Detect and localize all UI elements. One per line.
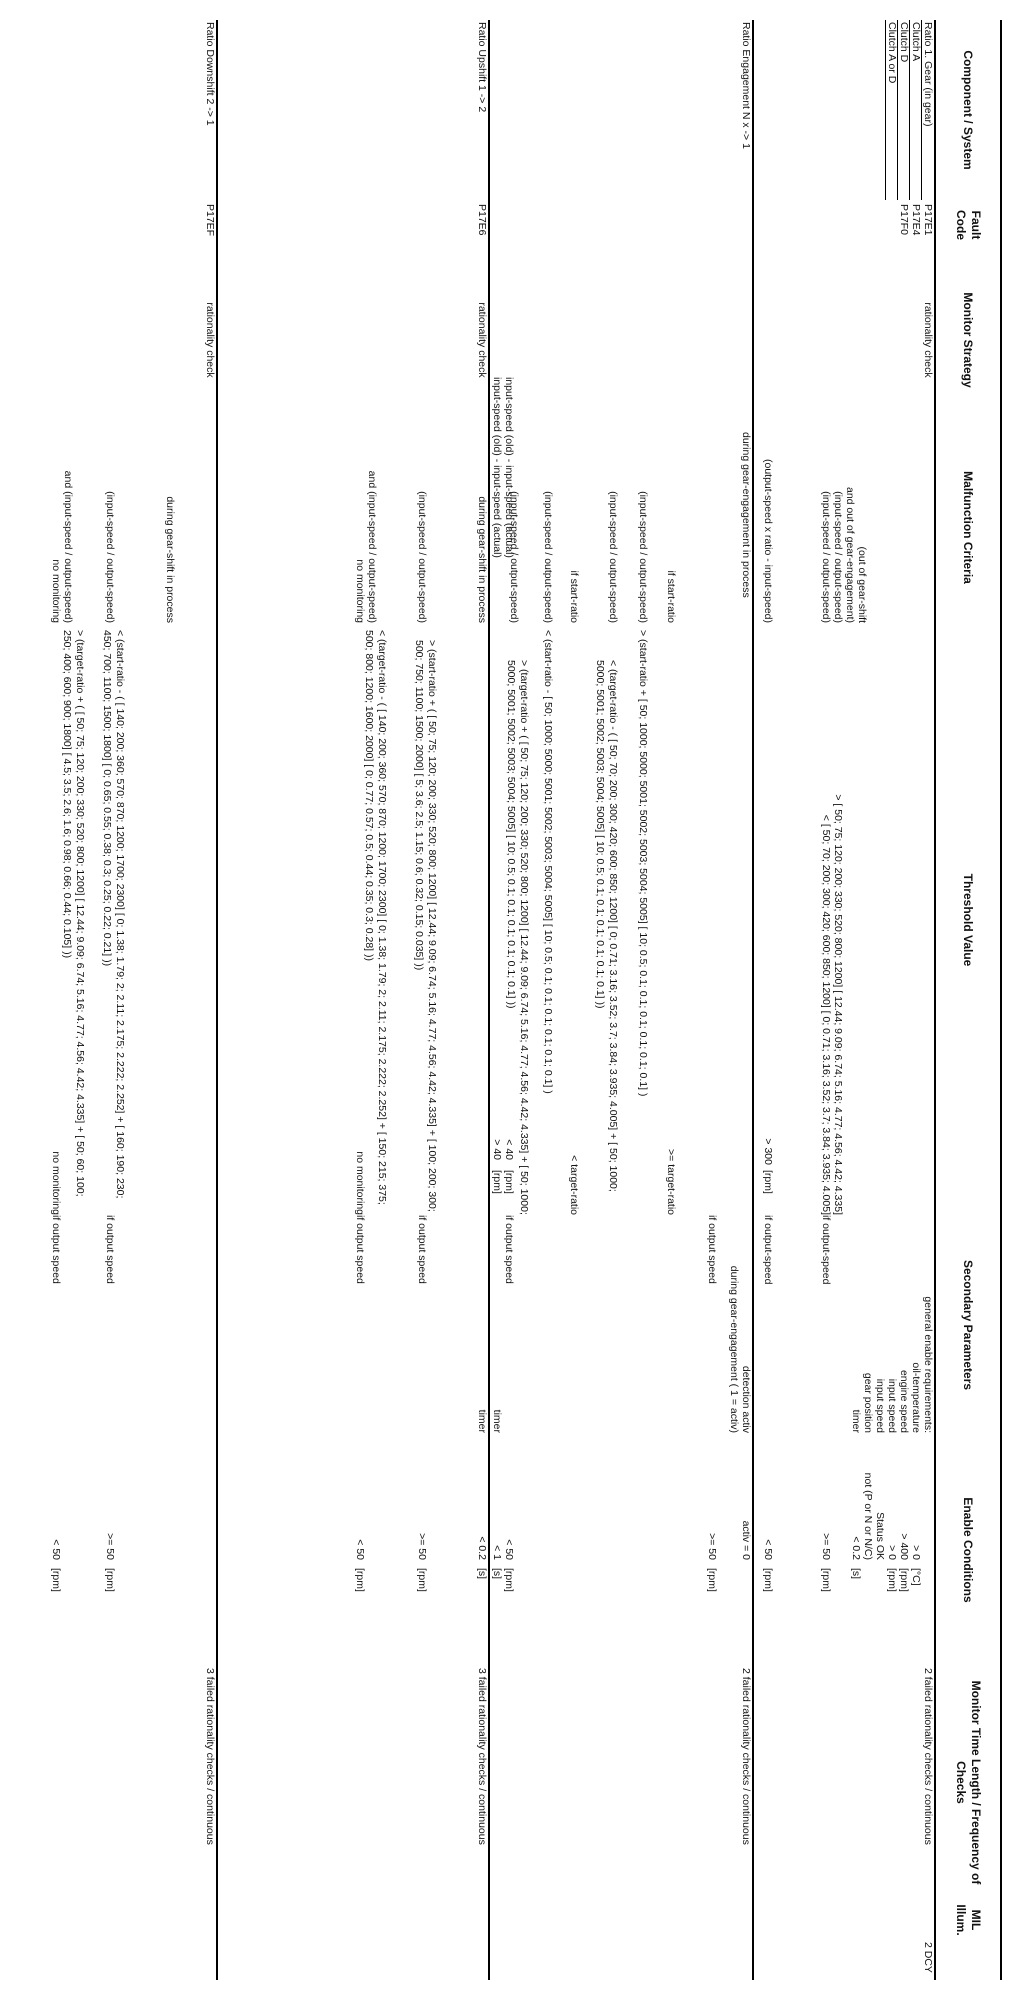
secondary-param: if output speed (50, 1215, 62, 1284)
fault-code: P17E6 (476, 204, 488, 236)
enable-unit: [rpm] (416, 1568, 428, 1592)
criteria-line: if start-ratio (665, 570, 677, 623)
fault-code: P17EF (204, 204, 216, 237)
header-mil-illum: MIL Illum. (954, 1904, 983, 1936)
header-secondary-parameters: Secondary Parameters (961, 1259, 976, 1391)
criteria-line: during gear-shift in process (164, 496, 176, 623)
criteria-line: during gear-engagement in process (740, 432, 752, 598)
monitor-time: 2 failed rationality checks / continuous (922, 1668, 934, 1845)
component-label: Clutch D (898, 22, 910, 63)
enable-value: >= 50 (104, 1533, 116, 1560)
enable-value: > 0 (886, 1545, 898, 1560)
enable-value: < 50 (50, 1539, 62, 1560)
secondary-param: engine speed (898, 1369, 910, 1433)
threshold-line: >= target-ratio (665, 1149, 677, 1215)
group-ratio-engagement (488, 20, 752, 1980)
threshold-line: < (start-ratio - ( [ 140; 200; 360; 570; 870; 1200; 1700; 2300] [ 0; 1.38; 1.79; 2; 2.11; 2.175; 2.222; 2.252] + [ 160; 190; 230; 450; 700; 1100; 1500; 1800] [ 0; 0.65; 0.55; 0.38; 0.3; 0.25; 0.22; 0.21] )) (100, 630, 126, 1199)
secondary-param: during gear-engagement ( 1 = activ) (728, 1265, 740, 1433)
enable-unit: [rpm] (898, 1568, 910, 1592)
secondary-param: gear position (862, 1372, 874, 1433)
secondary-param: if output speed (706, 1215, 718, 1284)
secondary-param: input speed (886, 1378, 898, 1433)
threshold-line: > (start-ratio + ( [ 50; 75; 120; 200; 330; 520; 800; 1200] [ 12.44; 9.09; 6.74; 5.16; 4.77; 4.56; 4.42; 4.335] + [ 100; 200; 300; 500; 750; 1100; 1500; 2000] [ 5; 3.6; 2.5; 1.15; 0.6; 0.32; 0.15; 0.035] )) (412, 640, 438, 1212)
criteria-line: if start-ratio (568, 570, 580, 623)
threshold-line: > (target-ratio + ( [ 50; 75; 120; 200; 330; 520; 800; 1200] [ 12.44; 9.09; 6.74; 5.16; 4.77; 4.56; 4.42; 4.335] + [ 50; 60; 100; 250; 400; 600; 900; 1800] [ 4.5; 3.5; 2.6; 1.6; 0.98; 0.66; 0.44; 0.105] )) (60, 630, 86, 1197)
enable-value: Status OK (874, 1512, 886, 1560)
enable-value: < 0.2 (476, 1536, 488, 1560)
header-monitor-strategy: Monitor Strategy (961, 292, 976, 388)
secondary-param: if output speed (354, 1215, 366, 1284)
threshold-line: > (start-ratio + [ 50; 1000; 5000; 5001; 5002; 5003; 5004; 5005] [ 10; 0.5; 0.1; 0.1; 0.1; 0.1; 0.1; 0.1] ) (637, 630, 649, 1097)
threshold-line: > [ 50; 75; 120; 200; 330; 520; 800; 1200] [ 12.44; 9.09; 6.74; 5.16; 4.77; 4.56; 4.42; 4.335] (832, 794, 844, 1215)
criteria-line: (input-speed / output-speed) (416, 491, 428, 623)
component-label: Clutch A (910, 22, 922, 62)
group-ratio-upshift (216, 20, 515, 1980)
enable-value: < 50 (354, 1539, 366, 1560)
enable-value: activ = 0 (740, 1520, 752, 1560)
criteria-line: no monitoring (354, 559, 366, 623)
threshold-line: < 40 (503, 1139, 515, 1160)
threshold-line: < target-ratio (568, 1155, 580, 1215)
criteria-line: input-speed (old) - input-speed (actual) (503, 377, 515, 558)
enable-value: < 50 (762, 1539, 774, 1560)
enable-unit: [rpm] (762, 1568, 774, 1592)
secondary-param: if output-speed (820, 1215, 832, 1285)
enable-unit: [rpm] (820, 1568, 832, 1592)
header-fault-code: Fault Code (954, 210, 983, 240)
enable-unit: [rpm] (886, 1568, 898, 1592)
criteria-line: (input-speed / output-speed) (104, 491, 116, 623)
secondary-param: timer (476, 1409, 488, 1433)
criteria-line: (input-speed / output-speed) (637, 491, 649, 623)
threshold-line: < (target-ratio - ( [ 140; 200; 360; 570; 870; 1200; 1700; 2300] [ 0; 1.38; 1.79; 2; 2.11; 2.175; 2.222; 2.252] + [ 150; 215; 375; 500; 800; 1200; 1600; 2000] [ 0; 0.77; 0.57; 0.5; 0.44; 0.35; 0.3; 0.28] )) (362, 630, 388, 1205)
enable-unit: [rpm] (503, 1568, 515, 1592)
threshold-unit: [rpm] (491, 1170, 503, 1194)
threshold-line: > 40 (491, 1139, 503, 1160)
criteria-line: (output-speed x ratio - input-speed) (762, 458, 774, 623)
table-header (934, 20, 1002, 1980)
enable-unit: [rpm] (706, 1568, 718, 1592)
secondary-param: if output-speed (762, 1215, 774, 1285)
monitor-strategy: rationality check (476, 302, 488, 378)
secondary-param: timer (850, 1409, 862, 1433)
enable-value: not (P or N or N/C) (862, 1472, 874, 1560)
enable-unit: [s] (850, 1568, 862, 1580)
criteria-line: and (input-speed / output-speed) (62, 470, 74, 623)
enable-value: >= 50 (416, 1533, 428, 1560)
group-ratio-downshift (0, 20, 216, 1980)
component-label: Ratio Downshift 2 -> 1 (204, 22, 216, 126)
criteria-line: no monitoring (50, 559, 62, 623)
group-ratio-1-gear (752, 20, 934, 1980)
enable-unit: [s] (476, 1568, 488, 1580)
secondary-param: if output speed (416, 1215, 428, 1284)
enable-unit: [rpm] (354, 1568, 366, 1592)
fault-code: P17E1 (922, 204, 934, 236)
header-monitor-time: Monitor Time Length / Frequency of Checks (954, 1680, 983, 1885)
criteria-line: and out of gear-engagement) (844, 486, 856, 623)
component-label: Ratio Upshift 1 -> 2 (476, 22, 488, 113)
secondary-param: if output speed (503, 1215, 515, 1284)
enable-value: < 50 (503, 1539, 515, 1560)
enable-value: >= 50 (820, 1533, 832, 1560)
secondary-param: timer (491, 1409, 503, 1433)
criteria-line: and (input-speed / output-speed) (366, 470, 378, 623)
secondary-param: detection activ (740, 1365, 752, 1433)
fault-code: P17F0 (898, 204, 910, 235)
enable-value: < 1 (491, 1545, 503, 1560)
component-label: Clutch A or D (886, 22, 898, 84)
threshold-line: no monitoring (354, 1151, 366, 1215)
enable-value: < 0.2 (850, 1536, 862, 1560)
secondary-param: input speed (874, 1378, 886, 1433)
criteria-line: (input-speed / output-speed) (508, 491, 520, 623)
threshold-unit: [rpm] (762, 1170, 774, 1194)
threshold-line: > 300 (762, 1138, 774, 1165)
monitor-time: 2 failed rationality checks / continuous (740, 1668, 752, 1845)
enable-unit: [s] (491, 1568, 503, 1580)
monitor-strategy: rationality check (204, 302, 216, 378)
header-threshold-value: Threshold Value (961, 873, 976, 967)
secondary-param: if output speed (104, 1215, 116, 1284)
threshold-unit: [rpm] (503, 1170, 515, 1194)
enable-unit: [rpm] (104, 1568, 116, 1592)
criteria-line: (out of gear-shift (856, 546, 868, 623)
enable-unit: [°C] (910, 1568, 922, 1586)
secondary-param: general enable requirements: (922, 1296, 934, 1433)
enable-value: > 0 (910, 1545, 922, 1560)
header-component: Component / System (961, 50, 976, 170)
header-malfunction-criteria: Malfunction Criteria (961, 471, 976, 584)
criteria-line: (input-speed / output-speed) (820, 491, 832, 623)
monitor-time: 3 failed rationality checks / continuous (204, 1668, 216, 1845)
monitor-strategy: rationality check (922, 302, 934, 378)
threshold-line: < (target-ratio - ( [ 50; 70; 200; 300; 420; 600; 850; 1200] [ 0; 0.71; 3.16; 3.52; 3.7; 3.84; 3.935; 4.005] + [ 50; 1000; 5000; 5001; 5002; 5003; 5004; 5005] [ 10; 0.5; 0.1; 0.1; 0.1; 0.1; 0.1; 0.1] )) (593, 660, 619, 1192)
secondary-param: oil-temperature (910, 1362, 922, 1433)
criteria-line: during gear-shift in process (476, 496, 488, 623)
monitor-time: 3 failed rationality checks / continuous (476, 1668, 488, 1845)
criteria-line: (input-speed / output-speed) (542, 491, 554, 623)
threshold-line: > (target-ratio + ( [ 50; 75; 120; 200; 330; 520; 800; 1200] [ 12.44; 9.09; 6.74; 5.16; 4.77; 4.56; 4.42; 4.335] + [ 50; 1000; 5000; 5001; 5002; 5003; 5004; 5005] [ 10; 0.5; 0.1; 0.1; 0.1; 0.1; 0.1; 0.1] )) (504, 660, 530, 1215)
criteria-line: (input-speed / output-speed) (832, 491, 844, 623)
header-enable-conditions: Enable Conditions (961, 1497, 976, 1603)
criteria-line: (input-speed / output-speed) (607, 491, 619, 623)
threshold-line: < [ 50; 70; 200; 300; 420; 600; 850; 1200] [ 0; 0.71; 3.16; 3.52; 3.7; 3.84; 3.935; 4.005] (820, 814, 832, 1215)
mil-illum: 2 DCY (922, 1942, 934, 1973)
enable-value: > 400 (898, 1533, 910, 1560)
threshold-line: no monitoring (50, 1151, 62, 1215)
enable-value: >= 50 (706, 1533, 718, 1560)
criteria-line: input-speed (old) - input-speed (actual) (491, 377, 503, 558)
component-label: Ratio 1. Gear (in gear) (922, 22, 934, 127)
fault-code: P17E4 (910, 204, 922, 236)
rotated-table (17, 20, 1002, 1980)
enable-unit: [rpm] (50, 1568, 62, 1592)
component-label: Ratio Engagement N x -> 1 (740, 22, 752, 149)
threshold-line: < (start-ratio - [ 50; 1000; 5000; 5001; 5002; 5003; 5004; 5005] [ 10; 0.5; 0.1; 0.1; 0.1; 0.1; 0.1; 0.1] ) (542, 630, 554, 1094)
